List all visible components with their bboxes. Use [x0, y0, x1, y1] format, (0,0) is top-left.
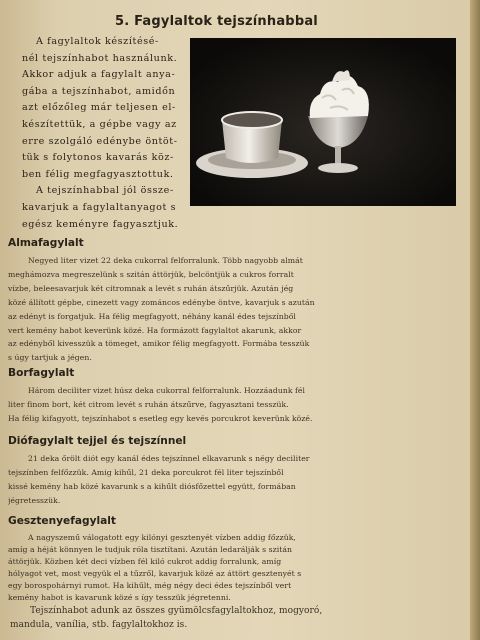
- recipe-line: liter finom bort, két citrom levét s ruhán átszűrve, fagyasztani tesszük.: [8, 399, 289, 409]
- intro-line: tük s folytonos kavarás köz-: [22, 152, 174, 164]
- recipe-almafagylalt: [8, 236, 466, 365]
- page-edge: [470, 0, 480, 640]
- intro-line: kavarjuk a fagylaltanyagot s: [22, 201, 177, 213]
- recipe-line: Negyed liter vizet 22 deka cukorral felforralunk. Több nagyobb almát: [28, 256, 303, 265]
- section-heading: Gesztenyefagylalt: [8, 515, 116, 527]
- section-heading: Borfagylalt: [8, 367, 75, 379]
- recipe-line: s úgy tartjuk a jégen.: [8, 353, 92, 363]
- recipe-line: áttörjük. Közben két deci vízben fél kiló cukrot addig forralunk, amíg: [8, 557, 282, 566]
- recipe-line: meghámozva megreszelünk s szitán áttörjük, belcöntjük a cukros forralt: [8, 269, 294, 279]
- intro-line: A fagylaltok készítésé-: [36, 36, 159, 47]
- recipe-borfagylalt: [8, 366, 466, 426]
- ice-cream-photo: [190, 38, 456, 206]
- recipe-diofagylalt: [8, 434, 466, 508]
- intro-line: Akkor adjuk a fagylalt anya-: [22, 69, 176, 81]
- footer-note: [10, 604, 470, 632]
- recipe-line: közé állított gépbe, cinezett vagy zománcos edénybe öntve, kavarjuk s azután: [8, 297, 315, 307]
- recipe-line: tejszínben felfőzzük. Amig kihűl, 21 deka porcukrot fél liter tejszínből: [8, 467, 284, 477]
- intro-line: gába a tejszínhabot, amidőn: [22, 85, 176, 97]
- recipe-line: kissé kemény hab közé kavarunk s a kihűlt diósfőzettel együtt, formában: [8, 481, 296, 491]
- intro-line: készítettük, a gépbe vagy az: [22, 118, 177, 130]
- ice-cream-illustration: [190, 38, 456, 206]
- section-heading: Almafagylalt: [8, 237, 84, 249]
- recipe-line: vert kemény habot keverünk közé. Ha formázott fagylaltot akarunk, akkor: [8, 325, 302, 335]
- intro-line: A tejszínhabbal jól össze-: [36, 185, 174, 197]
- recipe-line: amíg a héját könnyen le tudjuk róla tisztítani. Azután ledarálják s szitán: [8, 545, 292, 554]
- intro-line: egész keményre fagyasztjuk.: [22, 218, 179, 230]
- recipe-line: hólyagot vet, most vegyük el a tűzről, kavarjuk közé az áttört gesztenyét s: [8, 569, 302, 578]
- footer-line: Tejszínhabot adunk az összes gyümölcsfagylaltokhoz, mogyoró,: [30, 606, 323, 616]
- recipe-line: vízbe, beleesavarjuk két citromnak a levét s ruhán átszűrjük. Azután jég: [8, 283, 294, 293]
- recipe-line: A nagyszemű válogatott egy kilónyi gesztenyét vízben addig főzzük,: [28, 533, 296, 542]
- section-heading: Diófagylalt tejjel és tejszínnel: [8, 435, 187, 447]
- recipe-line: Ha félig kifagyott, tejszínhabot s esetleg egy kevés porcukrot keverünk közé.: [8, 413, 313, 423]
- recipe-gesztenyefagylalt: [8, 514, 466, 604]
- intro-paragraph: [22, 34, 186, 233]
- intro-line: nél tejszínhabot használunk.: [22, 52, 178, 64]
- recipe-line: Három deciliter vizet húsz deka cukorral felforralunk. Hozzáadunk fél: [28, 386, 306, 395]
- intro-line: ben félig megfagyasztottuk.: [22, 168, 174, 180]
- recipe-line: jégretesszük.: [8, 495, 61, 505]
- recipe-line: 21 deka őrölt diót egy kanál édes tejszínnel elkavarunk s négy deciliter: [28, 454, 310, 463]
- recipe-line: kemény habot is kavarunk közé s így tesszük jégretenni.: [8, 593, 231, 602]
- recipe-line: az edényt is forgatjuk. Ha félig megfagyott, néhány kanál édes tejszínből: [8, 311, 296, 321]
- page-title: 5. Fagylaltok tejszínhabbal: [115, 14, 318, 29]
- recipe-line: egy borospohárnyi rumot. Ha kihűlt, még négy deci édes tejszínből vert: [8, 581, 292, 590]
- intro-line: erre szolgáló edénybe öntöt-: [22, 135, 178, 147]
- footer-line: mandula, vanília, stb. fagylaltokhoz is.: [10, 620, 188, 630]
- recipe-line: az edényből kivesszük a tömeget, amikor félig megfagyott. Formába tesszük: [8, 339, 310, 349]
- intro-line: azt előzőleg már teljesen el-: [22, 102, 176, 114]
